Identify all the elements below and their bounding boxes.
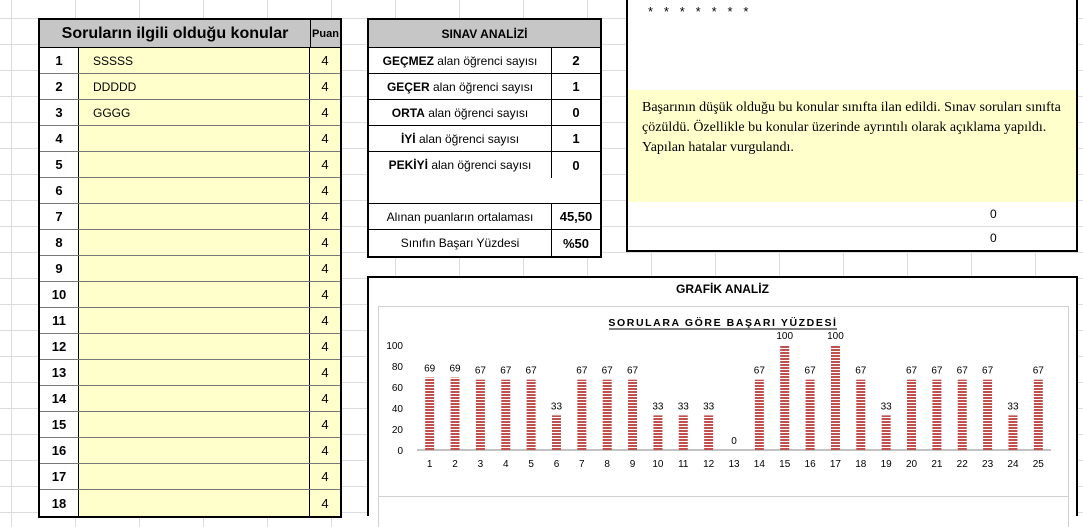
- question-number[interactable]: 13: [40, 360, 79, 385]
- data-label: 67: [500, 365, 512, 377]
- chart-section: [367, 276, 1078, 516]
- data-label: 67: [956, 365, 968, 377]
- bar-10: [653, 415, 662, 450]
- count-value[interactable]: 0: [572, 105, 580, 120]
- x-tick-label: 9: [629, 459, 636, 470]
- question-number[interactable]: 3: [40, 100, 79, 125]
- count-row: [369, 152, 600, 178]
- points-cell[interactable]: 4: [310, 178, 340, 203]
- x-tick-label: 1: [426, 459, 433, 470]
- question-number[interactable]: 15: [40, 412, 79, 437]
- bar-4: [501, 380, 510, 450]
- data-label: 33: [652, 401, 664, 413]
- points-cell[interactable]: 4: [310, 438, 340, 463]
- data-label: 67: [626, 365, 639, 377]
- data-label: 67: [525, 365, 537, 377]
- bar-6: [552, 415, 561, 450]
- exam-analysis-title[interactable]: SINAV ANALİZİ: [369, 20, 600, 48]
- data-label: 33: [703, 401, 715, 413]
- question-number[interactable]: 11: [40, 308, 79, 333]
- exam-analysis-table: [367, 18, 602, 258]
- x-tick-label: 16: [804, 459, 816, 470]
- zero-value-2[interactable]: 0: [990, 231, 997, 245]
- y-tick-label: 80: [391, 362, 403, 373]
- points-cell[interactable]: 4: [310, 464, 340, 489]
- x-tick-label: 5: [528, 459, 534, 470]
- data-label: 69: [449, 363, 461, 375]
- exam-counts: [369, 48, 600, 178]
- x-tick-label: 15: [779, 459, 791, 470]
- x-tick-label: 2: [452, 459, 458, 470]
- data-label: 67: [753, 365, 765, 377]
- bar-25: [1034, 380, 1043, 450]
- data-label: 100: [827, 331, 844, 342]
- notes-text[interactable]: Başarının düşük olduğu bu konular sınıfta ilan edildi. Sınav soruları sınıfta çözüldü. Özellikle bu konular üzerinde ayrıntılı olarak açıklama yapıldı. Yapılan hatalar vurgulandı.: [628, 90, 1076, 202]
- topic-cell[interactable]: [79, 464, 310, 489]
- data-label: 67: [931, 365, 943, 377]
- count-row: [369, 100, 600, 126]
- x-tick-label: 11: [678, 459, 689, 470]
- points-cell[interactable]: 4: [310, 48, 340, 73]
- second-chart-area[interactable]: [378, 496, 1069, 527]
- chart-area[interactable]: [378, 306, 1069, 506]
- y-tick-label: 0: [397, 446, 403, 457]
- topic-cell[interactable]: [79, 490, 310, 516]
- bar-8: [603, 380, 612, 450]
- y-tick-label: 20: [391, 425, 403, 436]
- table-row: [40, 490, 340, 516]
- x-tick-label: 7: [579, 459, 585, 470]
- count-label[interactable]: [369, 100, 552, 125]
- count-label-rest: alan öğrenci sayısı: [415, 131, 520, 146]
- table-row: [40, 386, 340, 412]
- topic-cell[interactable]: [79, 178, 310, 203]
- table-row: [40, 178, 340, 204]
- zero-value-1[interactable]: 0: [990, 207, 997, 221]
- bar-16: [806, 380, 815, 450]
- data-label: 33: [880, 401, 892, 413]
- points-cell[interactable]: 4: [310, 386, 340, 411]
- data-label: 67: [601, 365, 613, 377]
- points-cell[interactable]: 4: [310, 126, 340, 151]
- question-number[interactable]: 14: [40, 386, 79, 411]
- table-row: [40, 74, 340, 100]
- data-label: 67: [474, 365, 486, 377]
- x-tick-label: 17: [829, 459, 842, 470]
- topic-cell[interactable]: DDDDD: [79, 74, 310, 99]
- y-tick-label: 40: [391, 404, 403, 415]
- points-cell[interactable]: 4: [310, 360, 340, 385]
- topic-cell[interactable]: [79, 412, 310, 437]
- chart-section-title: GRAFİK ANALİZ: [676, 282, 769, 296]
- bar-2: [451, 378, 460, 450]
- data-label: 100: [776, 331, 794, 342]
- y-tick-label: 100: [386, 341, 403, 352]
- question-number[interactable]: 12: [40, 334, 79, 359]
- count-row: [369, 48, 600, 74]
- x-tick-label: 8: [604, 459, 610, 470]
- data-label: 0: [731, 436, 737, 447]
- topics-header[interactable]: Soruların ilgili olduğu konular: [40, 20, 311, 47]
- x-tick-label: 12: [703, 459, 715, 470]
- success-label[interactable]: Sınıfın Başarı Yüzdesi: [369, 230, 552, 256]
- bar-14: [755, 380, 764, 450]
- data-label: 33: [1007, 401, 1019, 413]
- count-label[interactable]: [369, 74, 552, 99]
- topic-cell[interactable]: GGGG: [79, 100, 310, 125]
- table-row: [40, 308, 340, 334]
- data-label: 67: [982, 365, 994, 377]
- topic-cell[interactable]: [79, 282, 310, 307]
- x-tick-label: 19: [880, 459, 892, 470]
- question-number[interactable]: 5: [40, 152, 79, 177]
- data-label: 67: [804, 365, 816, 377]
- count-label-rest: alan öğrenci sayısı: [427, 158, 532, 172]
- average-label[interactable]: Alınan puanların ortalaması: [369, 204, 552, 229]
- table-row: [40, 464, 340, 490]
- table-row: [40, 334, 340, 360]
- count-label-rest: alan öğrenci sayısı: [424, 105, 529, 120]
- grade-name: İYİ: [400, 131, 416, 146]
- question-number[interactable]: 18: [40, 490, 79, 516]
- count-row: [369, 126, 600, 152]
- question-number[interactable]: 1: [40, 48, 79, 73]
- question-number[interactable]: 10: [40, 282, 79, 307]
- empty-row[interactable]: [369, 178, 600, 204]
- count-value[interactable]: 0: [572, 157, 580, 173]
- question-number[interactable]: 16: [40, 438, 79, 463]
- notes-box: [626, 0, 1078, 252]
- grade-name: ORTA: [391, 105, 425, 120]
- bar-chart: [379, 307, 1068, 505]
- table-row: [40, 48, 340, 74]
- grade-name: GEÇER: [386, 79, 430, 94]
- topic-cell[interactable]: [79, 438, 310, 463]
- x-tick-label: 25: [1032, 459, 1044, 470]
- bar-15: [780, 345, 789, 450]
- table-row: [40, 152, 340, 178]
- table-row: [40, 230, 340, 256]
- x-tick-label: 20: [905, 459, 918, 470]
- question-number[interactable]: 2: [40, 74, 79, 99]
- points-cell[interactable]: 4: [310, 334, 340, 359]
- points-cell[interactable]: 4: [310, 204, 340, 229]
- count-label[interactable]: [369, 152, 552, 178]
- points-cell[interactable]: 4: [310, 490, 340, 516]
- bar-19: [882, 415, 891, 450]
- grade-name: PEKİYİ: [388, 158, 428, 172]
- table-row: [40, 204, 340, 230]
- question-number[interactable]: 17: [40, 464, 79, 489]
- topic-cell[interactable]: [79, 126, 310, 151]
- question-number[interactable]: 8: [40, 230, 79, 255]
- count-label-rest: alan öğrenci sayısı: [433, 53, 538, 68]
- points-cell[interactable]: 4: [310, 100, 340, 125]
- success-value[interactable]: %50: [562, 235, 590, 251]
- data-label: 69: [424, 363, 436, 375]
- chart-title: SORULARA GÖRE BAŞARI YÜZDESİ: [608, 317, 838, 329]
- points-cell[interactable]: 4: [310, 152, 340, 177]
- table-row: [40, 126, 340, 152]
- points-cell[interactable]: 4: [310, 412, 340, 437]
- divider: [628, 226, 1076, 227]
- topic-cell[interactable]: [79, 360, 310, 385]
- table-row: [40, 412, 340, 438]
- bar-20: [907, 380, 916, 450]
- bar-12: [704, 415, 713, 450]
- bar-9: [628, 380, 637, 450]
- count-label[interactable]: [369, 48, 552, 73]
- topic-cell[interactable]: [79, 308, 310, 333]
- table-row: [40, 282, 340, 308]
- bar-21: [932, 380, 941, 450]
- x-tick-label: 13: [728, 459, 740, 470]
- x-tick-label: 10: [652, 459, 664, 470]
- count-label-rest: alan öğrenci sayısı: [429, 79, 534, 94]
- data-label: 33: [677, 401, 689, 413]
- points-cell[interactable]: 4: [310, 74, 340, 99]
- y-tick-label: 60: [391, 383, 403, 394]
- count-value[interactable]: 1: [572, 131, 580, 146]
- x-tick-label: 6: [553, 459, 560, 470]
- points-cell[interactable]: 4: [310, 282, 340, 307]
- data-label: 33: [550, 401, 563, 413]
- topic-cell[interactable]: [79, 152, 310, 177]
- topic-cell[interactable]: [79, 230, 310, 255]
- count-value[interactable]: 2: [572, 53, 580, 68]
- table-row: [40, 360, 340, 386]
- x-tick-label: 22: [956, 459, 968, 470]
- topic-cell[interactable]: [79, 204, 310, 229]
- table-row: [40, 438, 340, 464]
- points-cell[interactable]: 4: [310, 230, 340, 255]
- bar-3: [476, 380, 485, 450]
- bar-7: [577, 380, 586, 450]
- bar-18: [856, 380, 865, 450]
- success-row: [369, 230, 600, 256]
- points-header[interactable]: Puan: [312, 27, 339, 40]
- data-label: 67: [905, 365, 918, 377]
- question-number[interactable]: 6: [40, 178, 79, 203]
- count-label[interactable]: [369, 126, 552, 151]
- grade-name: GEÇMEZ: [382, 53, 434, 68]
- bar-1: [425, 378, 434, 450]
- question-number[interactable]: 9: [40, 256, 79, 281]
- points-cell[interactable]: 4: [310, 256, 340, 281]
- bar-22: [958, 380, 967, 450]
- data-label: 67: [1032, 365, 1044, 377]
- stars-decoration: * * * * * * *: [648, 4, 749, 19]
- table-row: [40, 100, 340, 126]
- topics-header-row: [40, 20, 340, 48]
- x-tick-label: 23: [982, 459, 994, 470]
- topics-table: [38, 18, 342, 518]
- bar-23: [983, 380, 992, 450]
- x-tick-label: 4: [502, 459, 509, 470]
- count-row: [369, 74, 600, 100]
- count-value[interactable]: 1: [572, 79, 580, 94]
- x-tick-label: 14: [753, 459, 765, 470]
- x-tick-label: 18: [855, 459, 867, 470]
- table-row: [40, 256, 340, 282]
- x-tick-label: 24: [1007, 459, 1019, 470]
- bar-24: [1008, 415, 1017, 450]
- average-row: [369, 204, 600, 230]
- topic-rows: [40, 48, 340, 516]
- topic-cell[interactable]: [79, 256, 310, 281]
- question-number[interactable]: 7: [40, 204, 79, 229]
- data-label: 67: [576, 365, 588, 377]
- topic-cell[interactable]: [79, 334, 310, 359]
- average-value[interactable]: 45,50: [559, 209, 593, 224]
- data-label: 67: [855, 365, 867, 377]
- topic-cell[interactable]: SSSSS: [79, 48, 310, 73]
- points-cell[interactable]: 4: [310, 308, 340, 333]
- x-tick-label: 3: [477, 459, 484, 470]
- topic-cell[interactable]: [79, 386, 310, 411]
- question-number[interactable]: 4: [40, 126, 79, 151]
- bar-5: [527, 380, 536, 450]
- bar-17: [831, 345, 840, 450]
- bar-11: [679, 415, 688, 450]
- x-tick-label: 21: [931, 459, 943, 470]
